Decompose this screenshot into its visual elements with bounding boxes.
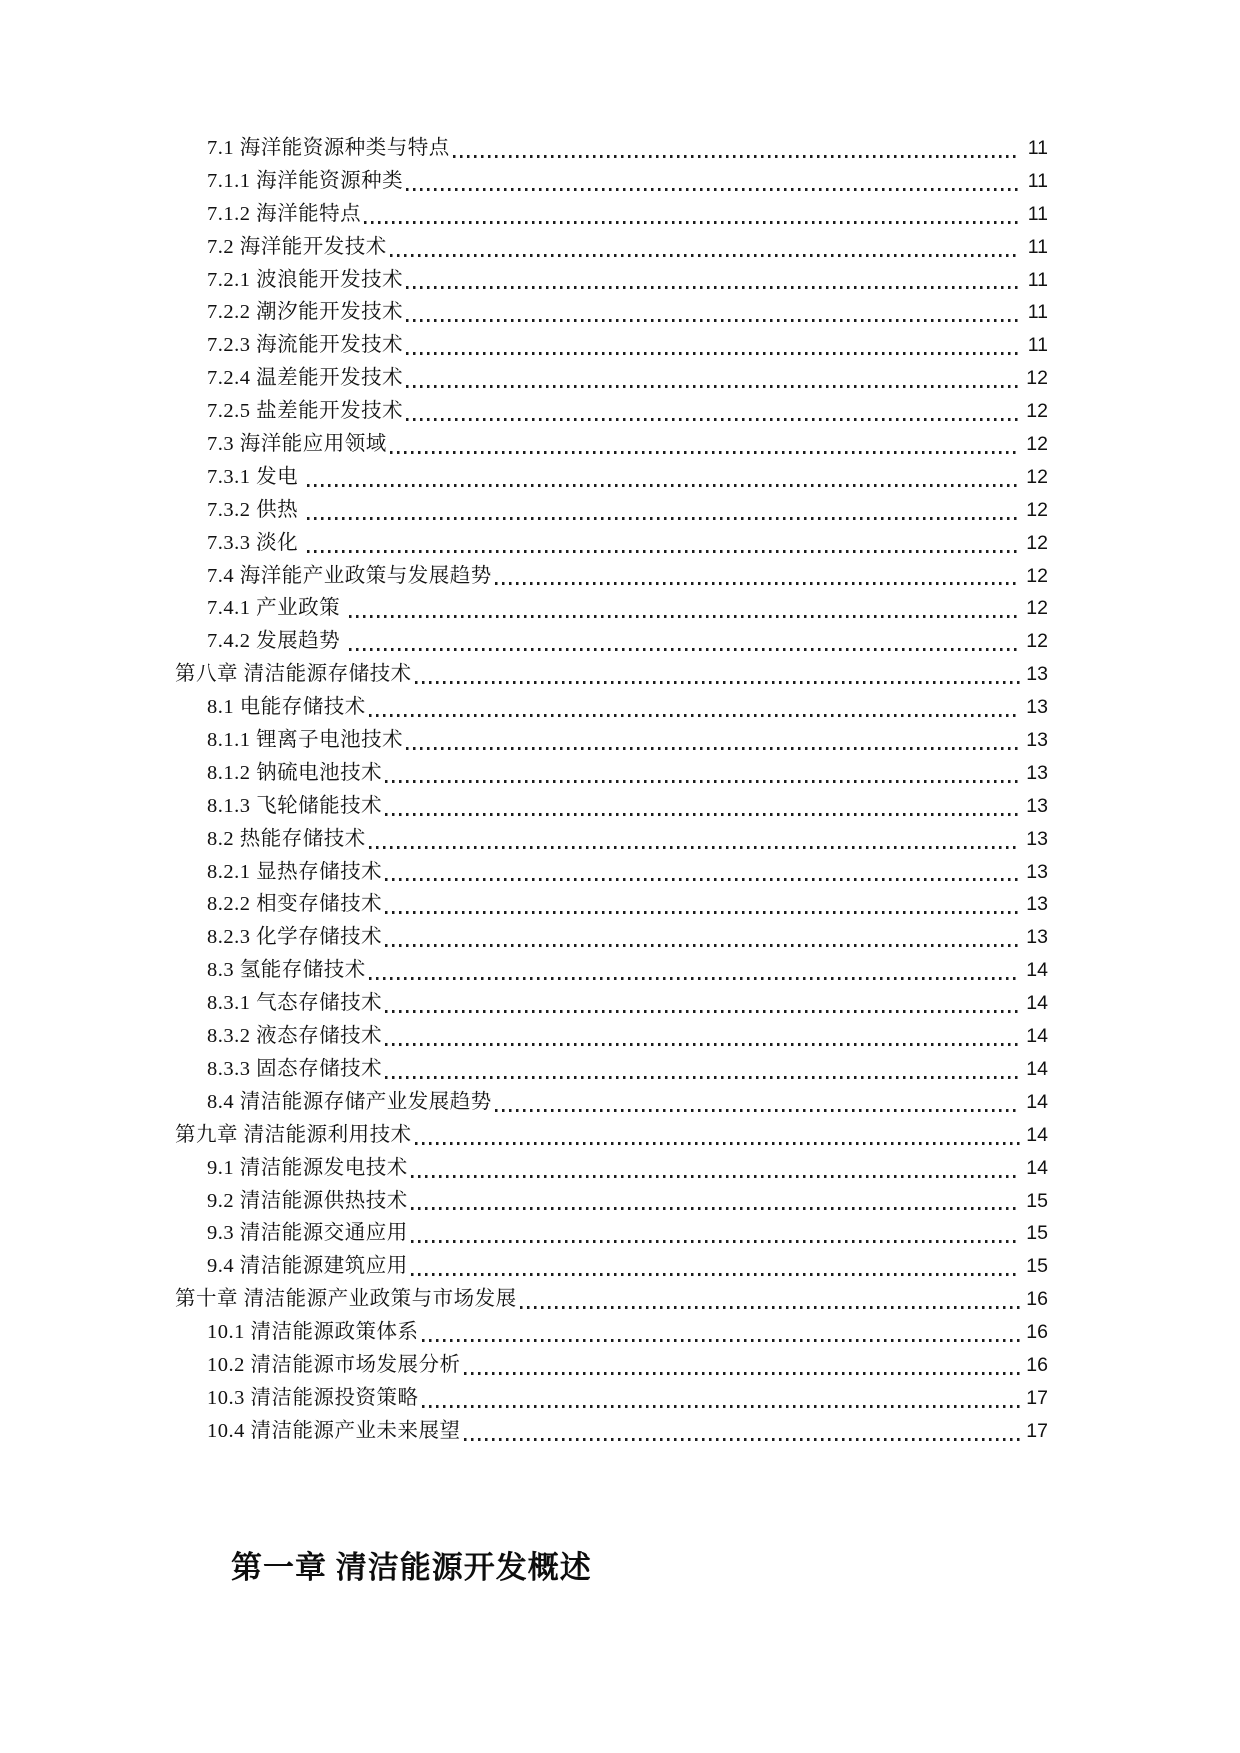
chapter-heading: 第一章 清洁能源开发概述 [231,1550,592,1585]
toc-entry-page: 11 [1027,268,1048,291]
toc-leader-dots [385,944,1020,947]
toc-leader-dots [406,747,1020,750]
toc-entry-label: 8.3.3 固态存储技术 [207,1057,383,1080]
toc-entry-label: 7.3.2 供热 [207,498,304,521]
toc-entry-page: 13 [1026,729,1048,752]
toc-leader-dots [369,846,1020,849]
toc-entry-label: 7.2.4 温差能开发技术 [207,367,404,390]
toc-entry-label: 7.2.1 波浪能开发技术 [207,268,404,291]
toc-entry-page: 12 [1026,564,1048,587]
toc-entry-page: 13 [1026,696,1048,719]
toc-entry-page: 11 [1027,301,1048,324]
toc-leader-dots [349,648,1020,651]
toc-entry-page: 13 [1026,926,1048,949]
toc-entry-label: 第九章 清洁能源利用技术 [175,1123,412,1146]
toc-entry-page: 15 [1026,1189,1048,1212]
toc-entry-label: 10.2 清洁能源市场发展分析 [207,1353,461,1376]
toc-entry[interactable] [175,1349,1048,1382]
toc-entry-label: 8.3.2 液态存储技术 [207,1025,383,1048]
toc-entry-label: 7.2.3 海流能开发技术 [207,334,404,357]
toc-entry-label: 10.1 清洁能源政策体系 [207,1321,419,1344]
toc-leader-dots [385,1010,1020,1013]
toc-entry-page: 12 [1026,433,1048,456]
toc-entry-page: 14 [1026,1123,1048,1146]
toc-leader-dots [415,681,1020,684]
toc-entry[interactable] [175,888,1048,921]
toc-entry-page: 15 [1026,1255,1048,1278]
toc-entry-label: 8.2.2 相变存储技术 [207,893,383,916]
toc-leader-dots [415,1142,1020,1145]
toc-entry[interactable] [175,987,1048,1020]
toc-entry-label: 9.2 清洁能源供热技术 [207,1189,408,1212]
toc-entry-label: 8.3.1 气态存储技术 [207,992,383,1015]
toc-entry[interactable] [175,231,1048,264]
toc-entry[interactable] [175,132,1048,165]
toc-entry-page: 12 [1026,630,1048,653]
toc-entry[interactable] [175,691,1048,724]
toc-leader-dots [307,484,1020,487]
toc-leader-dots [364,221,1020,224]
toc-leader-dots [495,1109,1020,1112]
toc-entry-label: 7.1.2 海洋能特点 [207,202,362,225]
toc-entry-label: 10.4 清洁能源产业未来展望 [207,1419,461,1442]
toc-leader-dots [464,1438,1021,1441]
toc-entry-page: 12 [1026,367,1048,390]
toc-entry-page: 12 [1026,531,1048,554]
toc-leader-dots [520,1306,1020,1309]
toc-entry-page: 15 [1026,1222,1048,1245]
toc-leader-dots [385,780,1020,783]
toc-leader-dots [406,385,1020,388]
toc-leader-dots [390,254,1020,257]
toc-entry-page: 13 [1026,761,1048,784]
toc-entry-label: 7.2.2 潮汐能开发技术 [207,301,404,324]
toc-entry[interactable] [175,856,1048,889]
toc-entry[interactable] [175,1119,1048,1152]
toc-entry-page: 12 [1026,498,1048,521]
toc-entry[interactable] [175,165,1048,198]
toc-entry[interactable] [175,823,1048,856]
toc-entry-page: 16 [1026,1353,1048,1376]
toc-entry[interactable] [175,921,1048,954]
toc-entry[interactable] [175,1217,1048,1250]
toc-entry-page: 12 [1026,400,1048,423]
toc-entry[interactable] [175,362,1048,395]
toc-entry[interactable] [175,954,1048,987]
toc-entry-label: 第八章 清洁能源存储技术 [175,663,412,686]
toc-entry-label: 7.3 海洋能应用领域 [207,433,387,456]
toc-leader-dots [307,517,1020,520]
toc-leader-dots [411,1175,1020,1178]
toc-leader-dots [406,418,1020,421]
toc-entry-page: 14 [1026,1156,1048,1179]
toc-leader-dots [422,1339,1021,1342]
toc-entry-page: 17 [1026,1419,1048,1442]
toc-entry-page: 13 [1026,860,1048,883]
toc-entry-label: 7.4.1 产业政策 [207,597,346,620]
toc-entry-label: 8.4 清洁能源存储产业发展趋势 [207,1090,492,1113]
toc-entry-page: 16 [1026,1321,1048,1344]
toc-entry-page: 11 [1027,137,1048,159]
toc-entry-page: 16 [1026,1288,1048,1311]
toc-entry-page: 14 [1026,1057,1048,1080]
toc-entry-page: 12 [1026,465,1048,488]
toc-entry-label: 8.2 热能存储技术 [207,827,366,850]
toc-entry-label: 第十章 清洁能源产业政策与市场发展 [175,1288,517,1311]
toc-leader-dots [369,977,1020,980]
toc-entry-label: 9.1 清洁能源发电技术 [207,1156,408,1179]
toc-entry-page: 13 [1026,827,1048,850]
toc-leader-dots [390,451,1020,454]
toc-leader-dots [406,188,1020,191]
toc-entry-label: 8.2.1 显热存储技术 [207,860,383,883]
toc-list [175,132,1048,1448]
toc-entry[interactable] [175,1250,1048,1283]
toc-entry[interactable] [175,1086,1048,1119]
toc-entry-page: 13 [1026,893,1048,916]
toc-entry-label: 7.2.5 盐差能开发技术 [207,400,404,423]
toc-leader-dots [411,1240,1020,1243]
toc-entry-label: 10.3 清洁能源投资策略 [207,1386,419,1409]
toc-leader-dots [307,550,1020,553]
toc-entry[interactable] [175,264,1048,297]
toc-entry[interactable] [175,527,1048,560]
toc-entry-label: 7.1.1 海洋能资源种类 [207,169,404,192]
toc-entry-label: 7.3.3 淡化 [207,531,304,554]
toc-entry[interactable] [175,592,1048,625]
toc-leader-dots [385,911,1020,914]
toc-entry-label: 8.1.2 钠硫电池技术 [207,761,383,784]
toc-entry-label: 8.3 氢能存储技术 [207,959,366,982]
toc-entry-label: 7.3.1 发电 [207,465,304,488]
toc-entry-page: 14 [1026,1025,1048,1048]
toc-leader-dots [349,615,1020,618]
toc-entry-page: 11 [1027,334,1048,357]
toc-entry[interactable] [175,1020,1048,1053]
toc-entry[interactable] [175,1283,1048,1316]
toc-entry[interactable] [175,1415,1048,1448]
toc-entry-label: 8.2.3 化学存储技术 [207,926,383,949]
toc-entry-page: 14 [1026,1090,1048,1113]
toc-entry[interactable] [175,560,1048,593]
toc-entry[interactable] [175,428,1048,461]
toc-leader-dots [406,286,1020,289]
toc-entry[interactable] [175,1316,1048,1349]
toc-entry-page: 11 [1027,169,1048,192]
toc-leader-dots [385,1043,1020,1046]
toc-entry[interactable] [175,461,1048,494]
toc-entry[interactable] [175,395,1048,428]
toc-entry[interactable] [175,1185,1048,1218]
toc-entry-label: 7.2 海洋能开发技术 [207,235,387,258]
toc-entry-page: 11 [1027,235,1048,258]
toc-leader-dots [411,1207,1020,1210]
toc-leader-dots [495,582,1020,585]
toc-entry[interactable] [175,625,1048,658]
toc-leader-dots [369,714,1020,717]
toc-entry[interactable] [175,757,1048,790]
toc-entry[interactable] [175,724,1048,757]
toc-entry-label: 9.4 清洁能源建筑应用 [207,1255,408,1278]
toc-entry[interactable] [175,1382,1048,1415]
toc-leader-dots [385,878,1020,881]
toc-entry[interactable] [175,494,1048,527]
toc-entry[interactable] [175,658,1048,691]
toc-entry-label: 7.4.2 发展趋势 [207,630,346,653]
toc-entry-page: 12 [1026,597,1048,620]
toc-entry-page: 13 [1026,794,1048,817]
toc-leader-dots [422,1405,1021,1408]
toc-entry-page: 11 [1027,202,1048,225]
toc-leader-dots [385,1076,1020,1079]
toc-leader-dots [385,813,1020,816]
toc-leader-dots [453,155,1020,158]
toc-entry[interactable] [175,329,1048,362]
toc-entry[interactable] [175,1053,1048,1086]
toc-entry-page: 14 [1026,992,1048,1015]
toc-entry-label: 7.1 海洋能资源种类与特点 [207,137,450,159]
toc-leader-dots [406,352,1020,355]
toc-entry[interactable] [175,1152,1048,1185]
toc-entry-label: 9.3 清洁能源交通应用 [207,1222,408,1245]
toc-entry-label: 8.1.3 飞轮储能技术 [207,794,383,817]
toc-entry[interactable] [175,198,1048,231]
toc-entry-label: 8.1 电能存储技术 [207,696,366,719]
toc-entry-page: 13 [1026,663,1048,686]
toc-entry-label: 7.4 海洋能产业政策与发展趋势 [207,564,492,587]
toc-entry[interactable] [175,790,1048,823]
toc-entry[interactable] [175,296,1048,329]
toc-entry-label: 8.1.1 锂离子电池技术 [207,729,404,752]
toc-entry-page: 14 [1026,959,1048,982]
toc-leader-dots [464,1372,1021,1375]
toc-leader-dots [406,319,1020,322]
toc-entry-page: 17 [1026,1386,1048,1409]
toc-leader-dots [411,1273,1020,1276]
